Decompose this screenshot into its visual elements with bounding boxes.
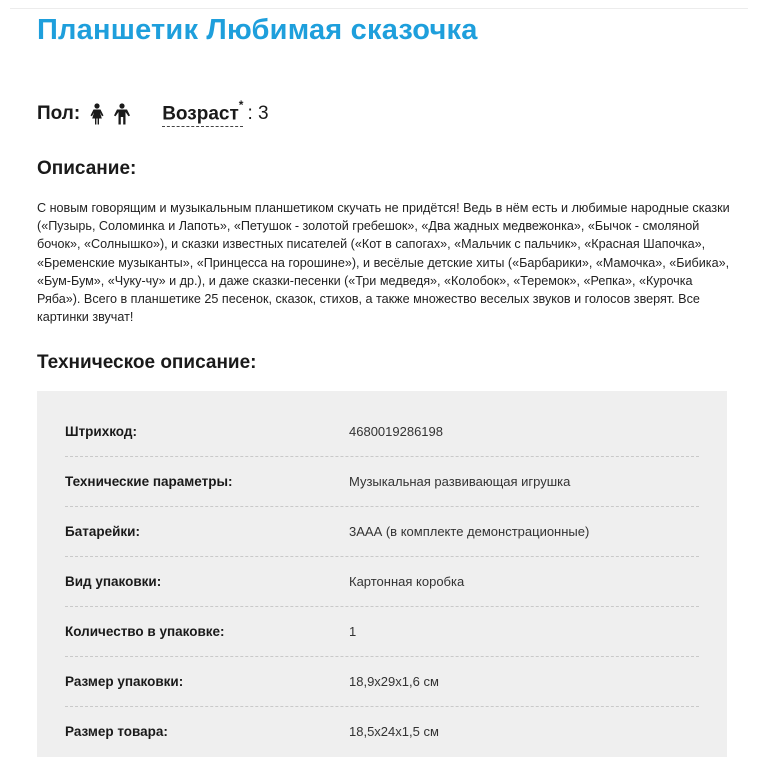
- age-value: : 3: [247, 103, 269, 124]
- spec-row-parameters: [65, 456, 699, 507]
- page-title: Планшетик Любимая сказочка: [37, 14, 478, 46]
- spec-key: Батарейки:: [65, 523, 140, 539]
- technical-heading: Техническое описание:: [37, 352, 257, 373]
- spec-value: Музыкальная развивающая игрушка: [349, 473, 571, 489]
- description-heading: Описание:: [37, 158, 137, 179]
- spec-key: Размер товара:: [65, 723, 168, 739]
- spec-value: 1: [349, 623, 357, 639]
- description-text: С новым говорящим и музыкальным планшетиком скучать не придётся! Ведь в нём есть и любимые народные сказки («Пузырь, Соломинка и Лапоть», «Петушок - золотой гребешок», «Два жадных медвежонка», «Бычок - смоляной бочок», «Солнышко»), и сказки известных писателей («Кот в сапогах», «Мальчик с пальчик», «Красная Шапочка», «Бременские музыканты», «Принцесса на горошине»), и весёлые детские хиты («Барбарики», «Мамочка», «Бибика», «Бум-Бум», «Чуку-чу» и др.), и даже сказки-песенки («Три медведя», «Колобок», «Теремок», «Репка», «Курочка Ряба»). Всего в планшетике 25 песенок, сказок, стихов, а также множество веселых звуков и голосов зверят. Все картинки звучат!: [37, 201, 730, 325]
- spec-key: Вид упаковки:: [65, 573, 162, 589]
- age-footnote-star: *: [238, 97, 244, 112]
- spec-key: Штрихкод:: [65, 423, 137, 439]
- spec-value: 3ААА (в комплекте демонстрационные): [349, 523, 590, 539]
- spec-row-product-size: [65, 706, 699, 756]
- spec-table: [37, 391, 727, 757]
- spec-key: Размер упаковки:: [65, 673, 184, 689]
- spec-row-quantity: [65, 606, 699, 657]
- girl-icon: [88, 103, 106, 125]
- top-divider: [10, 8, 748, 9]
- meta-row: [37, 97, 269, 127]
- spec-value: Картонная коробка: [349, 573, 465, 589]
- spec-row-batteries: [65, 506, 699, 557]
- spec-value: 4680019286198: [349, 423, 443, 439]
- age-label-text: Возраст: [162, 103, 239, 125]
- gender-label: Пол:: [37, 103, 81, 124]
- spec-value: 18,9x29x1,6 см: [349, 673, 439, 689]
- spec-row-package-type: [65, 556, 699, 607]
- spec-row-package-size: [65, 656, 699, 707]
- spec-key: Технические параметры:: [65, 473, 233, 489]
- spec-key: Количество в упаковке:: [65, 623, 225, 639]
- spec-value: 18,5x24x1,5 см: [349, 723, 439, 739]
- age-label[interactable]: [162, 97, 244, 127]
- boy-icon: [113, 103, 131, 125]
- spec-row-barcode: [65, 406, 699, 457]
